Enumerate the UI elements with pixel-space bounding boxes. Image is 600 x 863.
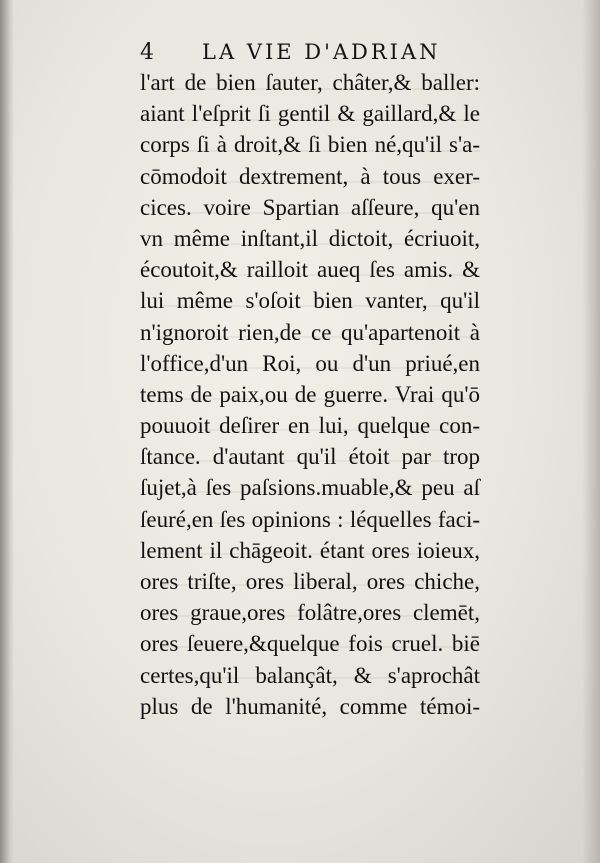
running-head: LA VIE D'ADRIAN bbox=[202, 40, 441, 64]
text-line: l'art de bien ſauter, châter,& baller: bbox=[140, 70, 480, 95]
text-line: cōmodoit dextrement, à tous exer- bbox=[140, 163, 480, 189]
text-line: plus de l'humanité, comme témoi- bbox=[140, 693, 480, 719]
text-line: aiant l'eſprit ſi gentil & gaillard,& le bbox=[140, 101, 480, 127]
text-line: ſujet,à ſes paſsions.muable,& peu aſ bbox=[140, 475, 480, 501]
text-line: corps ſi à droit,& ſi bien né,qu'il s'a- bbox=[140, 132, 480, 158]
text-line: cices. voire Spartian aſſeure, qu'en bbox=[140, 194, 480, 220]
text-line: ores ſeuere,&quelque fois cruel. biē bbox=[140, 631, 480, 657]
text-line: l'office,d'un Roi, ou d'un priué,en bbox=[140, 350, 480, 376]
text-line: vn même inſtant,il dictoit, écriuoit, bbox=[140, 225, 480, 251]
text-line: certes,qu'il balançât, & s'aprochât bbox=[140, 662, 480, 688]
page-header bbox=[140, 38, 470, 68]
text-line: écoutoit,& railloit aueq ſes amis. & bbox=[140, 257, 480, 283]
page-number: 4 bbox=[140, 40, 154, 65]
text-line: ores triſte, ores liberal, ores chiche, bbox=[140, 569, 480, 594]
text-line: n'ignoroit rien,de ce qu'apartenoit à bbox=[140, 319, 480, 345]
text-line: tems de paix,ou de guerre. Vrai qu'ō bbox=[140, 381, 480, 407]
page-right-edge-shadow bbox=[582, 0, 600, 863]
text-line: pouuoit deſirer en lui, quelque con- bbox=[140, 413, 480, 439]
text-line: lui même s'oſoit bien vanter, qu'il bbox=[140, 288, 480, 314]
body-text bbox=[140, 67, 480, 722]
text-line: ſtance. d'autant qu'il étoit par trop bbox=[140, 444, 480, 470]
page-left-edge-shadow bbox=[0, 0, 14, 863]
text-line: ores graue,ores folâtre,ores clemēt, bbox=[140, 600, 480, 626]
text-line: ſeuré,en ſes opinions : léquelles faci- bbox=[140, 506, 480, 532]
text-line: lement il chāgeoit. étant ores ioieux, bbox=[140, 537, 480, 563]
